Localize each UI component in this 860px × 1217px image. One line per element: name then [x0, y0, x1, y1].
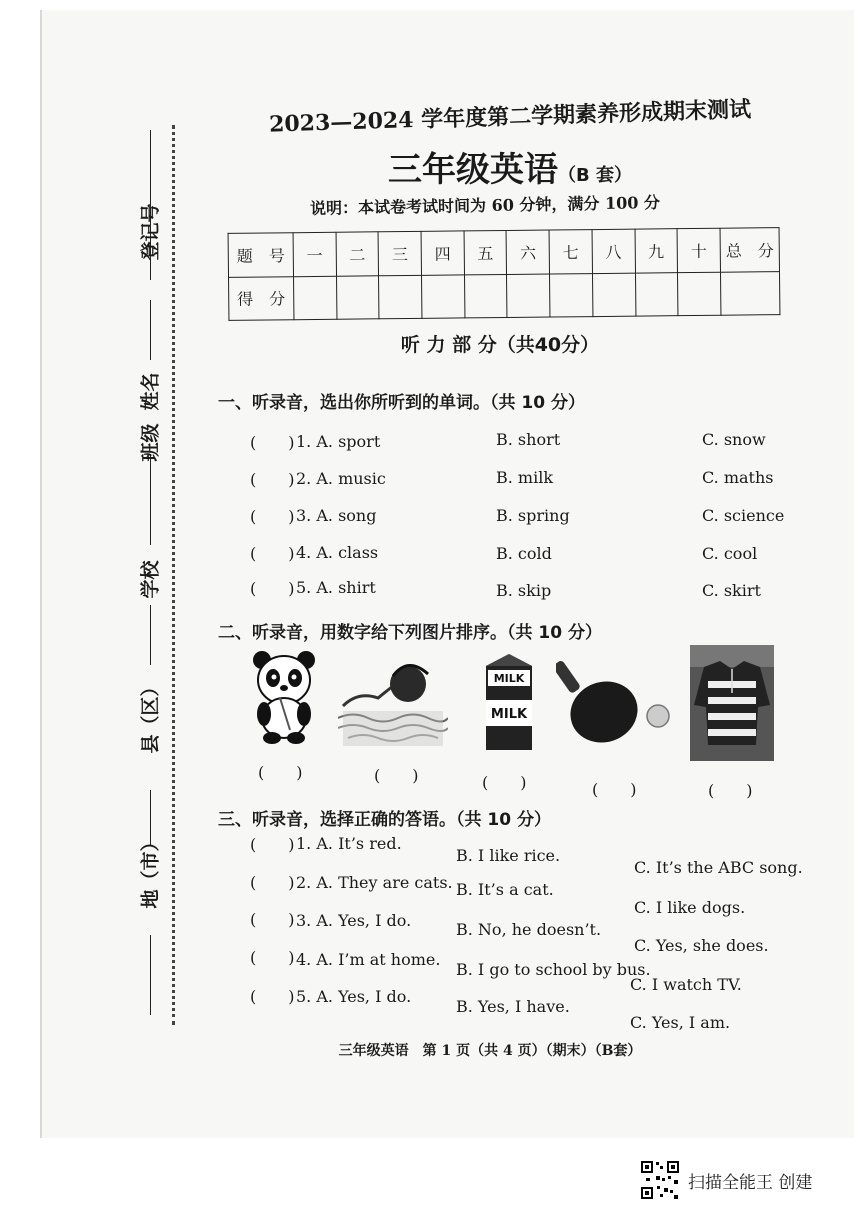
- score-cell[interactable]: [507, 274, 550, 318]
- score-table-header-row: [228, 228, 779, 277]
- binding-label-class: 班级: [139, 423, 162, 462]
- score-cell[interactable]: [720, 271, 779, 315]
- section1-q1-a: 1. A. sport: [296, 432, 381, 451]
- section2-heading: 二、听录音，用数字给下列图片排序。（共 10 分）: [218, 623, 602, 643]
- answer-blank[interactable]: ( ): [250, 948, 295, 967]
- binding-label-name: 姓名: [139, 372, 162, 411]
- binding-blank-line: [150, 300, 151, 360]
- section3-q3-b: B. No, he doesn’t.: [456, 920, 602, 939]
- ping-pong-picture: [556, 656, 676, 752]
- section3-q4-b: B. I go to school by bus.: [456, 960, 651, 979]
- picture-order-blank[interactable]: ( ): [258, 763, 303, 782]
- answer-blank[interactable]: ( ): [250, 835, 295, 854]
- score-cell[interactable]: [635, 272, 678, 316]
- section1-q5-c: C. skirt: [702, 581, 761, 600]
- score-col: 六: [506, 230, 549, 274]
- answer-blank[interactable]: ( ): [250, 910, 295, 929]
- section1-q2-a: 2. A. music: [296, 469, 386, 488]
- page-footer: 三年级英语 第 1 页（共 4 页）（期末）（B套）: [338, 1043, 642, 1059]
- score-cell[interactable]: [294, 276, 337, 320]
- answer-blank[interactable]: ( ): [250, 507, 295, 526]
- score-row-head: 得 分: [229, 276, 294, 320]
- binding-blank-line: [150, 455, 151, 545]
- score-col: 五: [464, 230, 507, 274]
- section1-q2-c: C. maths: [702, 468, 774, 487]
- qr-code-icon: [640, 1160, 680, 1200]
- score-table-score-row: [229, 271, 780, 320]
- binding-blank-line: [150, 935, 151, 1015]
- section1-q4-a: 4. A. class: [296, 543, 379, 562]
- score-col: 三: [378, 231, 421, 275]
- subject-title: 三年级英语: [388, 150, 558, 190]
- section1-q1-c: C. snow: [702, 430, 766, 449]
- section3-q4-c: C. I watch TV.: [630, 975, 742, 994]
- section3-q2-b: B. It’s a cat.: [456, 880, 554, 899]
- answer-blank[interactable]: ( ): [250, 873, 295, 892]
- picture-order-blank[interactable]: ( ): [708, 781, 753, 800]
- score-col: 八: [592, 229, 635, 273]
- picture-order-blank[interactable]: ( ): [482, 773, 527, 792]
- score-cell[interactable]: [464, 274, 507, 318]
- exam-subject: [360, 142, 660, 191]
- score-cell[interactable]: [592, 273, 635, 317]
- section1-q1-b: B. short: [496, 430, 561, 449]
- score-cell[interactable]: [550, 273, 593, 317]
- section1-q4-c: C. cool: [702, 544, 758, 563]
- section3-q2-a: 2. A. They are cats.: [296, 873, 453, 892]
- milk-picture: [478, 652, 540, 752]
- section3-q5-c: C. Yes, I am.: [630, 1013, 731, 1032]
- section3-heading: 三、听录音，选择正确的答语。（共 10 分）: [218, 810, 551, 830]
- picture-order-blank[interactable]: ( ): [592, 780, 637, 799]
- section3-q4-a: 4. A. I’m at home.: [296, 950, 441, 969]
- exam-note: 说明：本试卷考试时间为 60 分钟，满分 100 分: [309, 192, 661, 219]
- answer-blank[interactable]: ( ): [250, 579, 295, 598]
- answer-blank[interactable]: ( ): [250, 470, 295, 489]
- scanner-label: 扫描全能王 创建: [688, 1172, 813, 1193]
- subject-variant: （B 套）: [558, 165, 632, 186]
- section1-q5-a: 5. A. shirt: [296, 578, 376, 597]
- score-col: 十: [677, 228, 720, 272]
- score-cell[interactable]: [678, 272, 721, 316]
- section1-q4-b: B. cold: [496, 544, 552, 563]
- score-col: 二: [336, 232, 379, 276]
- milk-label-small: MILK: [493, 672, 525, 685]
- section1-q2-b: B. milk: [496, 468, 554, 487]
- score-cell[interactable]: [422, 274, 465, 318]
- section3-q1-c: C. It’s the ABC song.: [634, 858, 803, 877]
- section1-heading: 一、听录音，选出你所听到的单词。（共 10 分）: [218, 393, 585, 413]
- listening-title: 听 力 部 分（共40分）: [400, 334, 600, 356]
- score-cell[interactable]: [336, 275, 379, 319]
- score-row-head: 题 号: [228, 233, 293, 277]
- score-col: 四: [421, 231, 464, 275]
- section3-q5-b: B. Yes, I have.: [456, 997, 570, 1016]
- section3-q1-a: 1. A. It’s red.: [296, 834, 402, 853]
- section3-q5-a: 5. A. Yes, I do.: [296, 987, 412, 1006]
- section1-q3-a: 3. A. song: [296, 506, 377, 525]
- score-col: 一: [293, 232, 336, 276]
- binding-label-registration: 登记号: [139, 203, 162, 261]
- score-table: [228, 227, 781, 321]
- score-col: 九: [635, 229, 678, 273]
- section3-q2-c: C. I like dogs.: [634, 898, 746, 917]
- section3-q1-b: B. I like rice.: [456, 846, 561, 865]
- binding-label-city: [136, 879, 163, 909]
- panda-picture: [250, 648, 318, 744]
- answer-blank[interactable]: ( ): [250, 544, 295, 563]
- section1-q3-c: C. science: [702, 506, 785, 525]
- milk-label: MILK: [490, 707, 528, 722]
- section3-q3-c: C. Yes, she does.: [634, 936, 769, 955]
- score-col: 七: [549, 230, 592, 274]
- binding-blank-line: [150, 605, 151, 665]
- exam-title: 2023—2024 学年度第二学期素养形成期末测试: [268, 96, 752, 138]
- score-col-total: 总 分: [720, 228, 779, 272]
- binding-label-county: [136, 724, 163, 754]
- swimming-picture: [338, 656, 448, 748]
- section3-q3-a: 3. A. Yes, I do.: [296, 911, 412, 930]
- score-cell[interactable]: [379, 275, 422, 319]
- answer-blank[interactable]: ( ): [250, 987, 295, 1006]
- binding-dotted-line: [172, 125, 175, 1025]
- picture-order-blank[interactable]: ( ): [374, 766, 419, 785]
- scanner-watermark: [640, 1160, 812, 1200]
- answer-blank[interactable]: ( ): [250, 433, 295, 452]
- binding-label-school: 学校: [139, 560, 162, 599]
- sweater-picture: [690, 645, 774, 761]
- section1-q5-b: B. skip: [496, 581, 552, 600]
- section1-q3-b: B. spring: [496, 506, 570, 525]
